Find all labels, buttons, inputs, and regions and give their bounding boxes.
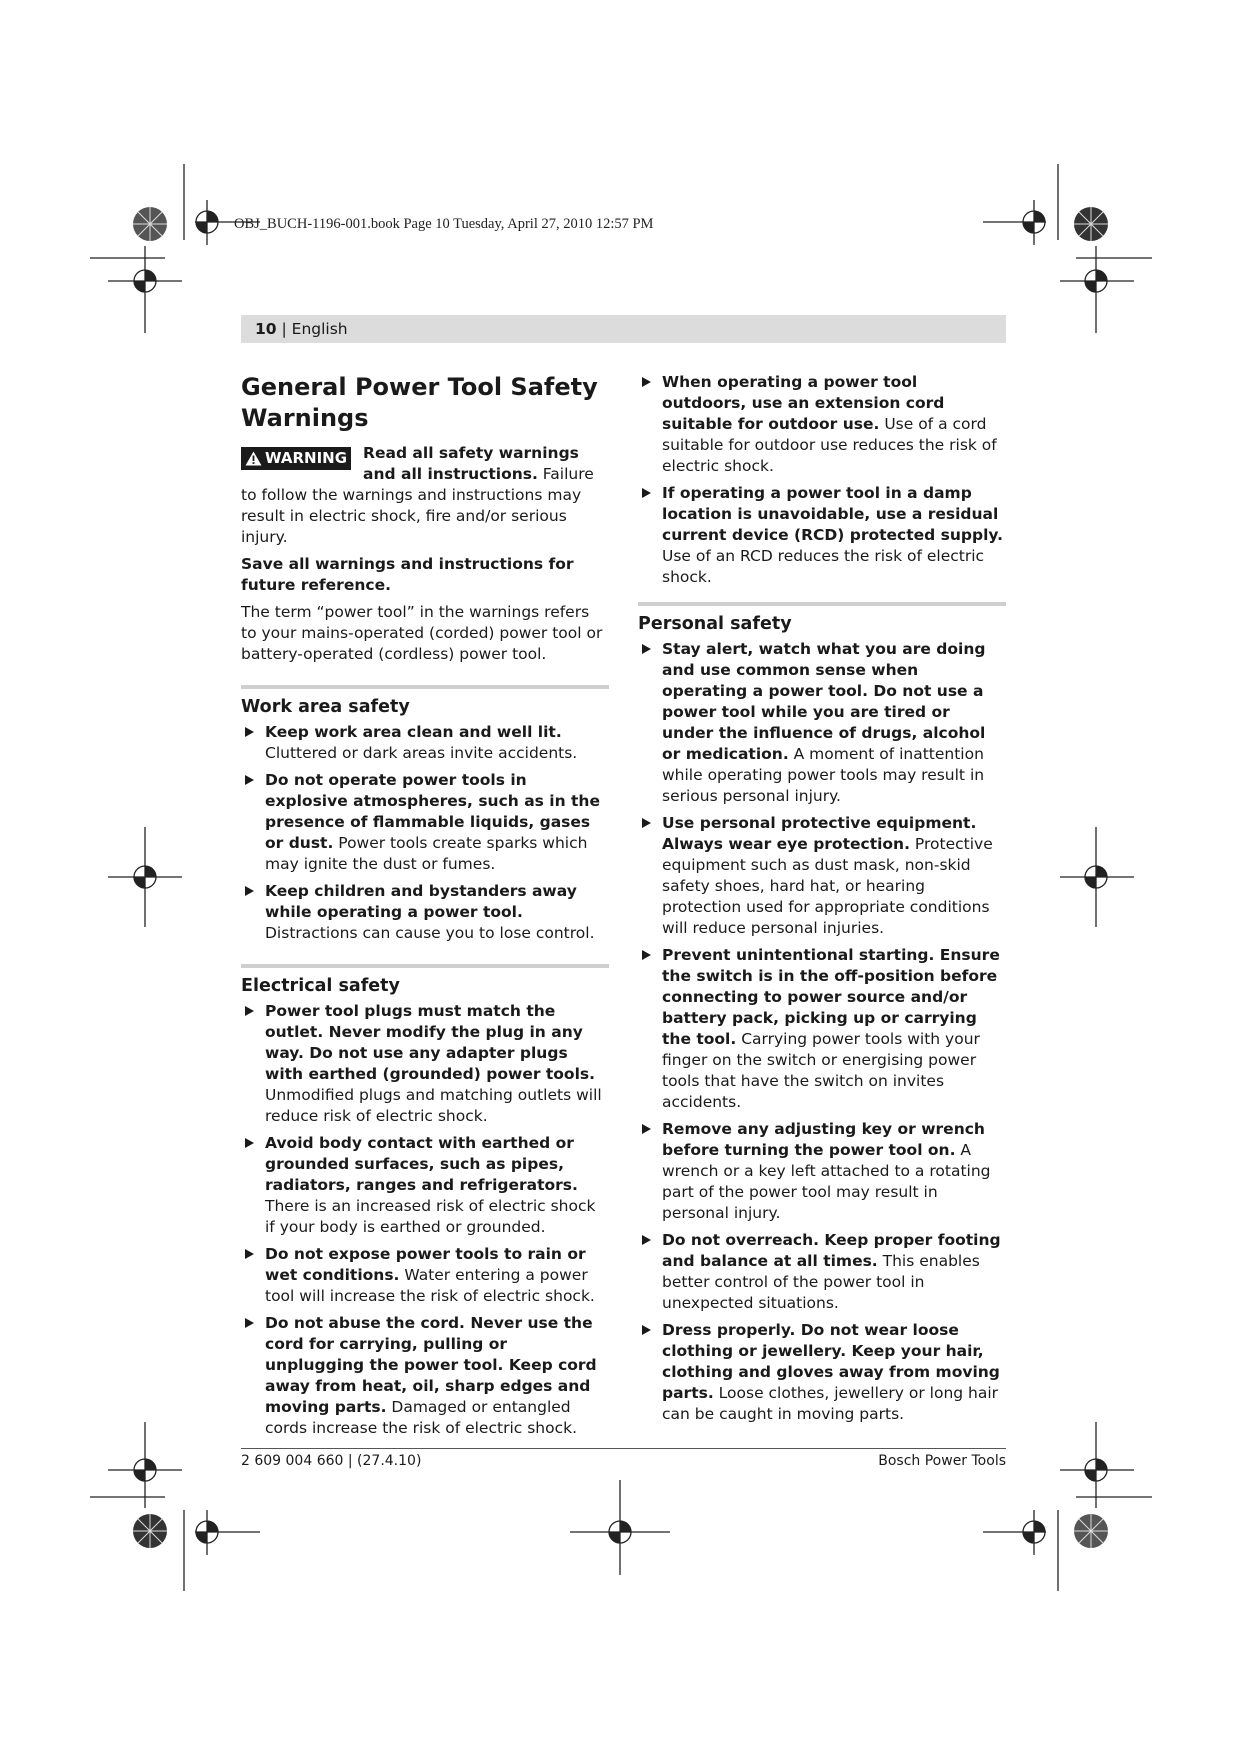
list-item bbox=[638, 1320, 1006, 1425]
item-text: A moment of inattention while operating power tools may result in serious personal injury. bbox=[662, 745, 985, 805]
item-text: Water entering a power tool will increase the risk of electric shock. bbox=[265, 1266, 595, 1305]
warning-block bbox=[241, 443, 609, 548]
item-bold: Do not overreach. Keep proper footing and balance at all times. bbox=[662, 1231, 1001, 1270]
list-item bbox=[638, 639, 1006, 807]
item-text: Use of an RCD reduces the risk of electric shock. bbox=[662, 547, 985, 586]
section-electrical bbox=[241, 964, 609, 1439]
section-divider bbox=[638, 602, 1006, 606]
warning-badge bbox=[241, 447, 351, 470]
bullet-arrow-icon bbox=[245, 1138, 254, 1148]
item-text: Carrying power tools with your finger on the switch or energising power tools that have the switch on invites accidents. bbox=[662, 1030, 980, 1111]
item-bold: Prevent unintentional starting. Ensure the switch is in the off-position before connecting to power source and/or battery pack, picking up or carrying the tool. bbox=[662, 946, 1000, 1048]
list-item bbox=[241, 1313, 609, 1439]
list-item bbox=[638, 1230, 1006, 1314]
page-title: General Power Tool Safety Warnings bbox=[241, 373, 598, 432]
warning-badge-label: WARNING bbox=[265, 449, 348, 467]
section-heading: Electrical safety bbox=[241, 976, 400, 996]
list-item bbox=[241, 1001, 609, 1127]
section-heading: Personal safety bbox=[638, 614, 792, 634]
bullet-arrow-icon bbox=[642, 1235, 651, 1245]
section-divider bbox=[241, 964, 609, 968]
list-item bbox=[241, 881, 609, 944]
item-text: Damaged or entangled cords increase the risk of electric shock. bbox=[265, 1398, 578, 1437]
save-note-text: Save all warnings and instructions for future reference. bbox=[241, 555, 574, 594]
warning-rest: Failure to follow the warnings and instructions may result in electric shock, fire and/or serious injury. bbox=[241, 465, 594, 546]
section-work-area bbox=[241, 685, 609, 944]
item-bold: Keep children and bystanders away while operating a power tool. bbox=[265, 882, 577, 921]
item-bold: Stay alert, watch what you are doing and use common sense when operating a power tool. Do not use a power tool while you are tired or under the influence of drugs, alcohol or medication. bbox=[662, 640, 986, 763]
bullet-arrow-icon bbox=[642, 377, 651, 387]
section-personal-safety bbox=[638, 602, 1006, 1425]
electrical-list bbox=[241, 1001, 609, 1439]
save-note bbox=[241, 554, 609, 596]
electrical-list-continued bbox=[638, 372, 1006, 588]
list-item bbox=[638, 945, 1006, 1113]
bullet-arrow-icon bbox=[245, 1318, 254, 1328]
footer-document-number: 2 609 004 660 | (27.4.10) bbox=[241, 1453, 422, 1469]
bullet-arrow-icon bbox=[245, 727, 254, 737]
list-item bbox=[241, 1133, 609, 1238]
page-header bbox=[241, 315, 1006, 343]
work-area-list bbox=[241, 722, 609, 944]
section-heading: Work area safety bbox=[241, 697, 410, 717]
item-bold: Remove any adjusting key or wrench before turning the power tool on. bbox=[662, 1120, 985, 1159]
item-text: Power tools create sparks which may ignite the dust or fumes. bbox=[265, 834, 588, 873]
item-bold: Avoid body contact with earthed or grounded surfaces, such as pipes, radiators, ranges and refrigerators. bbox=[265, 1134, 578, 1194]
item-bold: When operating a power tool outdoors, use an extension cord suitable for outdoor use. bbox=[662, 373, 945, 433]
item-text: Loose clothes, jewellery or long hair can be caught in moving parts. bbox=[662, 1384, 999, 1423]
print-info: OBJ_BUCH-1196-001.book Page 10 Tuesday, April 27, 2010 12:57 PM bbox=[234, 216, 654, 232]
bullet-arrow-icon bbox=[642, 818, 651, 828]
bullet-arrow-icon bbox=[245, 1006, 254, 1016]
bullet-arrow-icon bbox=[642, 1124, 651, 1134]
header-language: English bbox=[291, 320, 348, 338]
item-text: Use of a cord suitable for outdoor use reduces the risk of electric shock. bbox=[662, 415, 997, 475]
list-item bbox=[638, 813, 1006, 939]
bullet-arrow-icon bbox=[245, 886, 254, 896]
item-bold: Power tool plugs must match the outlet. Never modify the plug in any way. Do not use any adapter plugs with earthed (grounded) power tools. bbox=[265, 1002, 596, 1083]
item-text: Unmodified plugs and matching outlets will reduce risk of electric shock. bbox=[265, 1086, 602, 1125]
term-note: The term “power tool” in the warnings refers to your mains-operated (corded) power tool or battery-operated (cordless) power tool. bbox=[241, 603, 603, 663]
item-text: Protective equipment such as dust mask, non-skid safety shoes, hard hat, or hearing protection used for appropriate conditions will reduce personal injuries. bbox=[662, 835, 993, 937]
list-item bbox=[638, 372, 1006, 477]
item-text: This enables better control of the power tool in unexpected situations. bbox=[662, 1252, 980, 1312]
list-item bbox=[241, 722, 609, 764]
item-text: Distractions can cause you to lose control. bbox=[265, 924, 595, 942]
bullet-arrow-icon bbox=[642, 950, 651, 960]
item-bold: Keep work area clean and well lit. bbox=[265, 723, 562, 741]
footer-rule bbox=[241, 1448, 1006, 1449]
left-column bbox=[241, 372, 609, 1445]
item-text: Cluttered or dark areas invite accidents. bbox=[265, 744, 578, 762]
warning-triangle-icon bbox=[245, 451, 262, 466]
section-divider bbox=[241, 685, 609, 689]
item-text: There is an increased risk of electric shock if your body is earthed or grounded. bbox=[265, 1197, 596, 1236]
list-item bbox=[241, 1244, 609, 1307]
header-separator: | bbox=[276, 320, 292, 338]
item-bold: Use personal protective equipment. Always wear eye protection. bbox=[662, 814, 977, 853]
list-item bbox=[638, 1119, 1006, 1224]
page-number: 10 bbox=[255, 320, 277, 338]
list-item bbox=[638, 483, 1006, 588]
item-bold: If operating a power tool in a damp location is unavoidable, use a residual current device (RCD) protected supply. bbox=[662, 484, 1003, 544]
item-bold: Dress properly. Do not wear loose clothing or jewellery. Keep your hair, clothing and gloves away from moving parts. bbox=[662, 1321, 1000, 1402]
warning-bold: Read all safety warnings and all instructions. bbox=[363, 444, 579, 483]
bullet-arrow-icon bbox=[642, 644, 651, 654]
bullet-arrow-icon bbox=[642, 1325, 651, 1335]
footer-brand: Bosch Power Tools bbox=[878, 1453, 1006, 1469]
bullet-arrow-icon bbox=[245, 775, 254, 785]
item-bold: Do not operate power tools in explosive atmospheres, such as in the presence of flammable liquids, gases or dust. bbox=[265, 771, 600, 852]
item-text: A wrench or a key left attached to a rotating part of the power tool may result in personal injury. bbox=[662, 1141, 991, 1222]
personal-safety-list bbox=[638, 639, 1006, 1425]
list-item bbox=[241, 770, 609, 875]
item-bold: Do not abuse the cord. Never use the cord for carrying, pulling or unplugging the power tool. Keep cord away from heat, oil, sharp edges and moving parts. bbox=[265, 1314, 597, 1416]
bullet-arrow-icon bbox=[642, 488, 651, 498]
item-bold: Do not expose power tools to rain or wet conditions. bbox=[265, 1245, 586, 1284]
right-column bbox=[638, 372, 1006, 1431]
bullet-arrow-icon bbox=[245, 1249, 254, 1259]
